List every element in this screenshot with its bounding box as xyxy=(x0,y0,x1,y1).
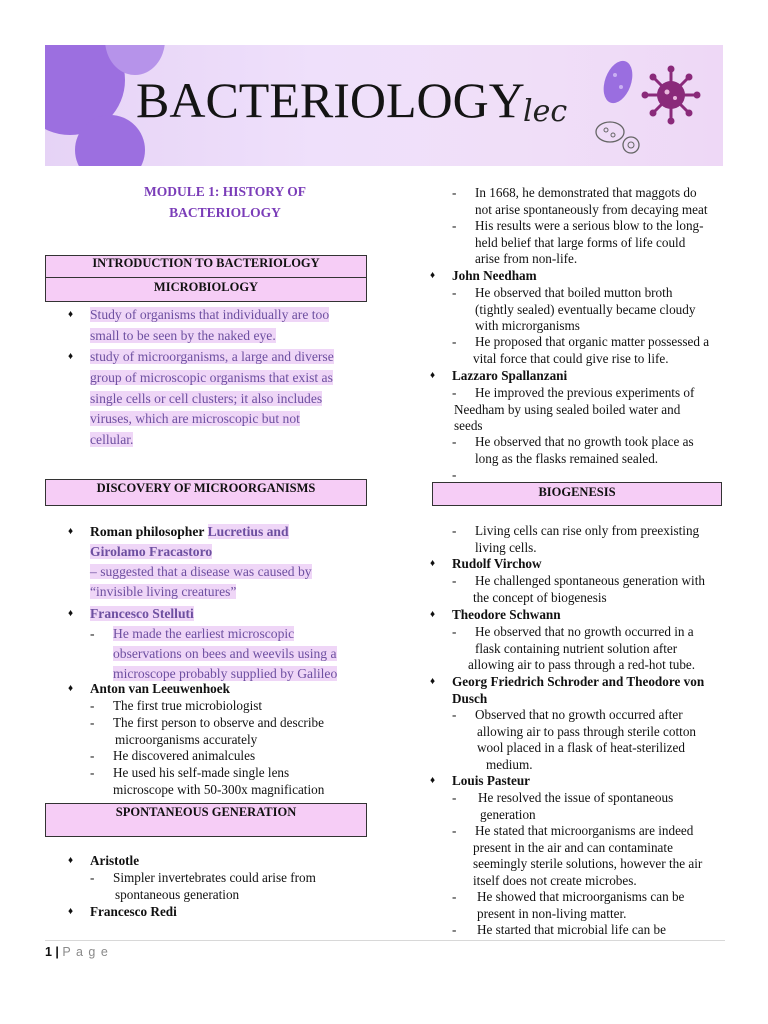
text-line: He showed that microorganisms can be xyxy=(477,889,685,904)
text-line: Needham by using sealed boiled water and xyxy=(454,401,681,417)
text-run: Roman philosopher xyxy=(90,524,208,539)
dash-marker: - xyxy=(452,707,457,722)
text-line: The first person to observe and describe xyxy=(113,715,324,730)
text-line: allowing air to pass through a red-hot tube. xyxy=(468,657,696,673)
text-line: flask containing nutrient solution after xyxy=(475,640,678,656)
text-line: Study of organisms that individually are too xyxy=(90,307,330,322)
text-line: “invisible living creatures” xyxy=(90,584,237,599)
dash-marker: - xyxy=(452,285,457,300)
page-footer xyxy=(45,945,109,959)
sub-item: He started that microbial life can be xyxy=(477,922,666,937)
text-line: present in non-living matter. xyxy=(477,905,627,921)
text-line: Living cells can rise only from preexisting xyxy=(475,523,700,538)
dash-marker: - xyxy=(90,626,95,641)
bullet-icon: ♦ xyxy=(430,676,436,687)
dash-marker: - xyxy=(452,889,457,904)
text-line: cellular. xyxy=(90,432,134,448)
text-line: observations on bees and weevils using a xyxy=(113,646,337,661)
footer-rule xyxy=(45,940,725,941)
section-box-microbiology: MICROBIOLOGY xyxy=(45,277,367,302)
sub-item xyxy=(475,573,705,606)
text-line: microscope probably supplied by Galileo xyxy=(113,666,338,681)
sub-item xyxy=(473,823,702,889)
text-line: Observed that no growth occurred after xyxy=(475,707,683,722)
text-line: small to be seen by the naked eye. xyxy=(90,327,276,343)
text-line: present in the air and can contaminate xyxy=(473,839,673,855)
text-line: microscope with 50-300x magnification xyxy=(113,781,325,797)
section-box-discovery: DISCOVERY OF MICROORGANISMS xyxy=(45,479,367,506)
text-line: seemingly sterile solutions, however the air xyxy=(473,856,703,872)
bullet-icon: ♦ xyxy=(68,906,74,917)
text-line: single cells or cell clusters; it also includes xyxy=(90,390,323,406)
person-name: Rudolf Virchow xyxy=(452,556,542,571)
person-name: John Needham xyxy=(452,268,537,283)
text-line: medium. xyxy=(486,756,533,772)
page-label: P a g e xyxy=(62,945,109,959)
text-line: Dusch xyxy=(452,690,488,706)
section-box-biogenesis: BIOGENESIS xyxy=(432,482,722,506)
text-line: Simpler invertebrates could arise from xyxy=(113,870,316,885)
sub-item xyxy=(478,790,673,823)
dash-marker: - xyxy=(90,715,95,730)
dash-marker: - xyxy=(452,573,457,588)
text-line: (tightly sealed) eventually became cloudy xyxy=(475,301,696,317)
dash-marker: - xyxy=(90,765,95,780)
sub-item xyxy=(475,218,704,268)
list-item xyxy=(90,347,334,451)
text-line: spontaneous generation xyxy=(115,886,240,902)
header-banner xyxy=(45,45,723,166)
text-line: His results were a serious blow to the long- xyxy=(475,218,704,233)
section-box-spontaneous-generation: SPONTANEOUS GENERATION xyxy=(45,803,367,837)
text-line: viruses, which are microscopic but not xyxy=(90,411,300,427)
text-line: group of microscopic organisms that exist as xyxy=(90,369,333,385)
dash-marker: - xyxy=(452,334,457,349)
bacteria-icon xyxy=(593,57,643,157)
dash-marker: - xyxy=(452,823,457,838)
dash-marker: - xyxy=(452,218,457,233)
dash-marker: - xyxy=(452,385,457,400)
text-run: Lucretius and xyxy=(207,524,289,539)
text-line: He resolved the issue of spontaneous xyxy=(478,790,674,805)
virus-icon xyxy=(641,65,701,125)
text-line: study of microorganisms, a large and diverse xyxy=(90,349,334,364)
person-name: Aristotle xyxy=(90,853,140,868)
sub-item xyxy=(475,434,694,467)
dash-marker: - xyxy=(452,790,457,805)
text-line: He stated that microorganisms are indeed xyxy=(475,823,694,838)
sub-item: He discovered animalcules xyxy=(113,748,256,763)
list-item xyxy=(90,305,329,347)
sub-item xyxy=(477,889,684,922)
sub-item xyxy=(113,715,324,748)
text-line: seeds xyxy=(454,418,483,434)
page-separator: | xyxy=(51,945,63,959)
text-line: vital force that could give rise to life. xyxy=(473,350,669,366)
sub-item xyxy=(475,707,696,773)
sub-item xyxy=(475,185,708,218)
dash-marker: - xyxy=(452,523,457,538)
banner-title: BACTERIOLOGY xyxy=(136,72,525,128)
person-name: Francesco Stelluti xyxy=(90,606,194,621)
list-item xyxy=(90,522,312,602)
bullet-icon: ♦ xyxy=(430,775,436,786)
text-line: He proposed that organic matter possessed a xyxy=(475,334,710,349)
text-line: living cells. xyxy=(475,539,537,555)
bullet-icon: ♦ xyxy=(68,351,74,362)
module-title-line: MODULE 1: HISTORY OF xyxy=(144,184,306,199)
bullet-icon: ♦ xyxy=(430,558,436,569)
text-line: He challenged spontaneous generation with xyxy=(475,573,705,588)
text-line: allowing air to pass through sterile cotton xyxy=(477,723,697,739)
text-line: held belief that large forms of life could xyxy=(475,234,686,250)
bullet-icon: ♦ xyxy=(68,855,74,866)
bullet-icon: ♦ xyxy=(68,309,74,320)
banner-subtitle: lec xyxy=(523,94,568,129)
sub-item xyxy=(475,285,695,335)
sub-item xyxy=(475,523,699,556)
dash-marker: - xyxy=(452,434,457,449)
sub-item xyxy=(468,624,696,674)
bullet-icon: ♦ xyxy=(68,683,74,694)
text-line: long as the flasks remained sealed. xyxy=(475,450,659,466)
person-name: Lazzaro Spallanzani xyxy=(452,368,568,383)
list-item xyxy=(90,604,194,624)
module-title-line: BACTERIOLOGY xyxy=(169,204,281,220)
text-line: – suggested that a disease was caused by xyxy=(90,564,312,579)
sub-item xyxy=(113,624,337,684)
bullet-icon: ♦ xyxy=(68,526,74,537)
dash-marker: - xyxy=(452,185,457,200)
dash-marker: - xyxy=(90,748,95,763)
text-line: with microrganisms xyxy=(475,318,580,334)
dash-marker: - xyxy=(90,698,95,713)
bullet-icon: ♦ xyxy=(430,609,436,620)
dash-marker: - xyxy=(452,467,457,482)
person-name: Francesco Redi xyxy=(90,904,177,919)
text-line: not arise spontaneously from decaying meat xyxy=(475,201,708,217)
sub-item: The first true microbiologist xyxy=(113,698,263,713)
bullet-icon: ♦ xyxy=(430,370,436,381)
text-line: microorganisms accurately xyxy=(115,731,258,747)
sub-item xyxy=(113,765,324,798)
text-line: itself does not create microbes. xyxy=(473,872,637,888)
text-line: generation xyxy=(480,806,536,822)
text-run: Girolamo Fracastoro xyxy=(90,544,213,559)
person-name: Anton van Leeuwenhoek xyxy=(90,681,230,696)
text-line: He made the earliest microscopic xyxy=(113,626,295,641)
text-line: He observed that boiled mutton broth xyxy=(475,285,673,300)
text-line: wool placed in a flask of heat-sterilized xyxy=(477,740,685,756)
dash-marker: - xyxy=(452,624,457,639)
person-name xyxy=(452,674,704,707)
module-title xyxy=(120,182,330,223)
sub-item xyxy=(475,334,709,367)
person-name: Theodore Schwann xyxy=(452,607,561,622)
bullet-icon: ♦ xyxy=(68,608,74,619)
text-line: In 1668, he demonstrated that maggots do xyxy=(475,185,697,200)
dash-marker: - xyxy=(90,870,95,885)
text-line: Georg Friedrich Schroder and Theodore von xyxy=(452,674,705,689)
section-box-introduction: INTRODUCTION TO BACTERIOLOGY xyxy=(45,255,367,279)
bullet-icon: ♦ xyxy=(430,270,436,281)
text-line: He observed that no growth occurred in a xyxy=(475,624,694,639)
text-line: He improved the previous experiments of xyxy=(475,385,695,400)
sub-item xyxy=(454,385,694,435)
text-line: arise from non-life. xyxy=(475,251,578,267)
text-line: the concept of biogenesis xyxy=(473,589,607,605)
dash-marker: - xyxy=(452,922,457,937)
page-number: 1 xyxy=(45,945,52,959)
text-line: He observed that no growth took place as xyxy=(475,434,694,449)
text-line: He used his self-made single lens xyxy=(113,765,290,780)
sub-item xyxy=(113,870,316,903)
person-name: Louis Pasteur xyxy=(452,773,531,788)
